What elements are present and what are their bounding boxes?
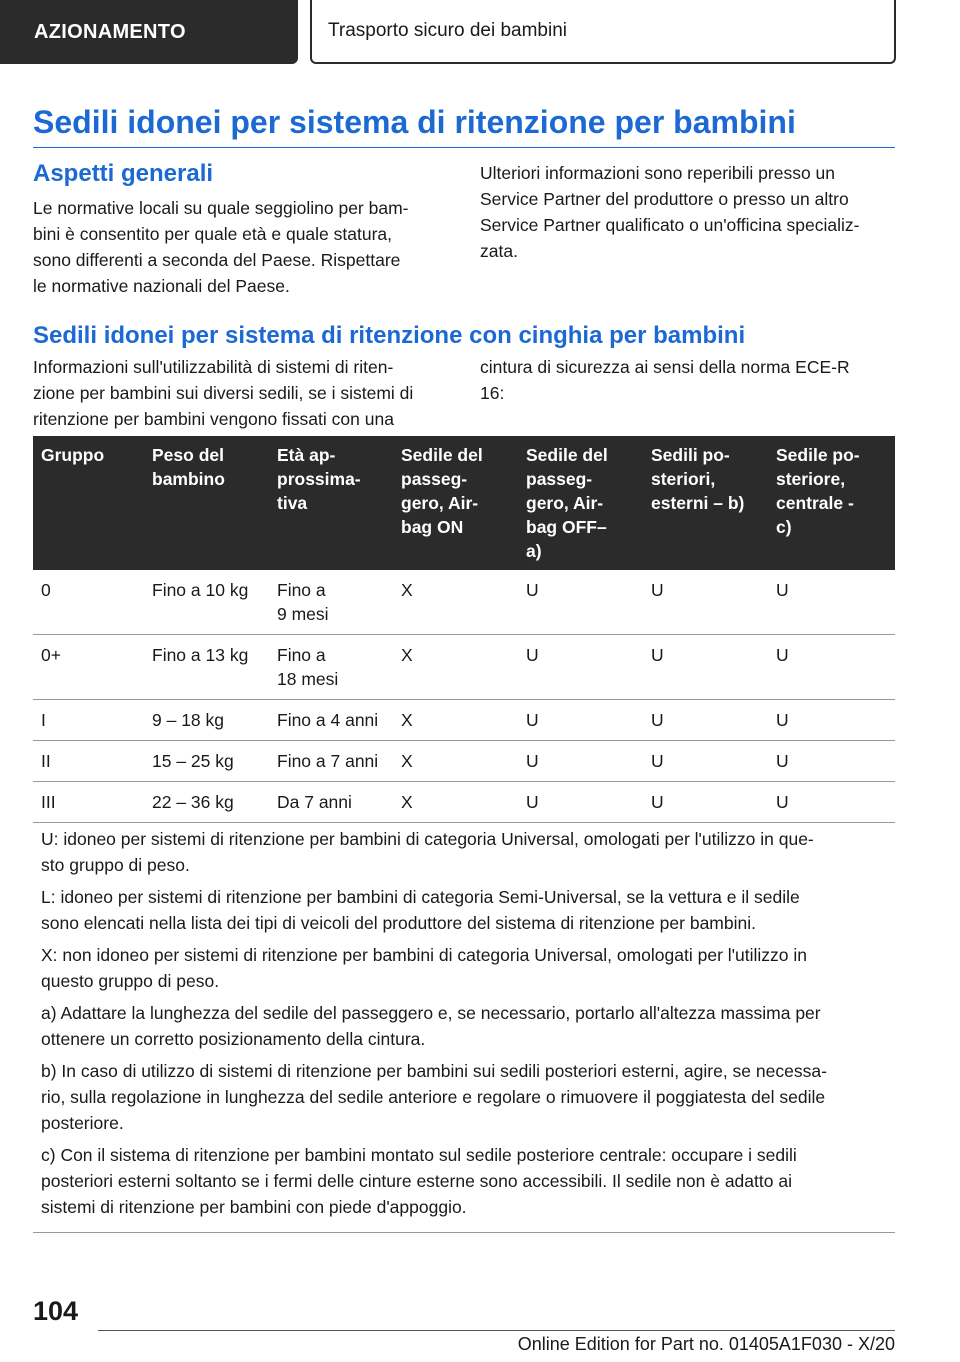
cell-airbag-off: U — [518, 700, 643, 741]
cell-group: III — [33, 782, 144, 823]
cell-age: Fino a 7 anni — [269, 741, 393, 782]
cell-airbag-off: U — [518, 741, 643, 782]
cell-weight: Fino a 10 kg — [144, 570, 269, 635]
cell-airbag-off: U — [518, 635, 643, 700]
cell-rear-center: U — [768, 570, 895, 635]
cell-airbag-on: X — [393, 741, 518, 782]
header-group: Gruppo — [33, 436, 144, 570]
section-tab — [310, 0, 896, 64]
cell-rear-center: U — [768, 782, 895, 823]
seat-suitability-table — [33, 436, 895, 823]
cell-group: 0 — [33, 570, 144, 635]
note-a: a) Adattare la lunghezza del sedile del passeggero e, se necessario, portarlo all'altezza massima per ottenere un corretto posizionamento della cintura. — [41, 1003, 821, 1049]
page-number: 104 — [33, 1296, 79, 1326]
table-row — [33, 570, 895, 635]
general-right-paragraph: Ulteriori informazioni sono reperibili presso un Service Partner del produttore o presso un altro Service Partner qualificato o un'officina specializ- zata. — [480, 163, 860, 261]
header-weight: Peso del bambino — [144, 436, 269, 570]
cell-rear-center: U — [768, 700, 895, 741]
belt-heading: Sedili idonei per sistema di ritenzione con cinghia per bambini — [33, 322, 746, 349]
cell-age: Fino a 4 anni — [269, 700, 393, 741]
cell-group: I — [33, 700, 144, 741]
cell-airbag-off: U — [518, 570, 643, 635]
table-row — [33, 741, 895, 782]
cell-airbag-on: X — [393, 700, 518, 741]
edition-text: Online Edition for Part no. 01405A1F030 - X/20 — [517, 1334, 895, 1354]
cell-age: Fino a 9 mesi — [269, 570, 393, 635]
note-b: b) In caso di utilizzo di sistemi di ritenzione per bambini sui sedili posteriori esterni, agire, se necessa- rio, sulla regolazione in lunghezza del sedile anteriore e regolare o rimuovere il poggiatesta del sedile posteriore. — [41, 1061, 827, 1133]
note-not-suitable: X: non idoneo per sistemi di ritenzione per bambini di categoria Universal, omologati per l'utilizzo in questo gruppo di peso. — [41, 945, 807, 991]
cell-rear-outer: U — [643, 782, 768, 823]
cell-rear-outer: U — [643, 635, 768, 700]
cell-weight: 15 – 25 kg — [144, 741, 269, 782]
header-passenger-airbag-on: Sedile del passeg- gero, Air- bag ON — [393, 436, 518, 570]
belt-left-paragraph: Informazioni sull'utilizzabilità di sistemi di riten- zione per bambini sui diversi sedili, se i sistemi di ritenzione per bambini vengono fissati con una — [33, 357, 414, 429]
cell-weight: Fino a 13 kg — [144, 635, 269, 700]
chapter-tab — [0, 0, 298, 64]
cell-group: 0+ — [33, 635, 144, 700]
page-title: Sedili idonei per sistema di ritenzione per bambini — [33, 104, 796, 140]
cell-weight: 22 – 36 kg — [144, 782, 269, 823]
table-notes — [33, 822, 895, 1233]
cell-airbag-off: U — [518, 782, 643, 823]
cell-group: II — [33, 741, 144, 782]
table-row — [33, 700, 895, 741]
header-passenger-airbag-off: Sedile del passeg- gero, Air- bag OFF– a) — [518, 436, 643, 570]
table-header-row — [33, 436, 895, 570]
section-title: Trasporto sicuro dei bambini — [328, 20, 568, 41]
footer-divider — [98, 1330, 895, 1331]
table-row — [33, 782, 895, 823]
header-rear-center: Sedile po- steriore, centrale - c) — [768, 436, 895, 570]
cell-rear-center: U — [768, 635, 895, 700]
header-age: Età ap- prossima- tiva — [269, 436, 393, 570]
header-rear-outer: Sedili po- steriori, esterni – b) — [643, 436, 768, 570]
chapter-title: AZIONAMENTO — [34, 20, 186, 43]
belt-right-paragraph: cintura di sicurezza ai sensi della norma ECE-R 16: — [480, 357, 850, 403]
cell-airbag-on: X — [393, 635, 518, 700]
note-universal: U: idoneo per sistemi di ritenzione per bambini di categoria Universal, omologati per l'utilizzo in que- sto gruppo di peso. — [41, 829, 814, 875]
general-left-paragraph: Le normative locali su quale seggiolino per bam- bini è consentito per quale età e quale statura, sono differenti a seconda del Paese. Rispettare le normative nazionali del Paese. — [33, 198, 409, 296]
cell-rear-center: U — [768, 741, 895, 782]
cell-rear-outer: U — [643, 570, 768, 635]
general-heading: Aspetti generali — [33, 160, 214, 187]
cell-airbag-on: X — [393, 782, 518, 823]
cell-airbag-on: X — [393, 570, 518, 635]
cell-rear-outer: U — [643, 700, 768, 741]
note-c: c) Con il sistema di ritenzione per bambini montato sul sedile posteriore centrale: occupare i sedili posteriori esterni soltanto se i fermi delle cinture esterne sono accessibili. Il sedile non è adatto ai sistemi di ritenzione per bambini con piede d'appoggio. — [41, 1145, 797, 1217]
cell-rear-outer: U — [643, 741, 768, 782]
cell-weight: 9 – 18 kg — [144, 700, 269, 741]
cell-age: Da 7 anni — [269, 782, 393, 823]
title-divider — [33, 147, 895, 148]
cell-age: Fino a 18 mesi — [269, 635, 393, 700]
table-row — [33, 635, 895, 700]
note-semi-universal: L: idoneo per sistemi di ritenzione per bambini di categoria Semi-Universal, se la vettura e il sedile sono elencati nella lista dei tipi di veicoli del produttore del sistema di ritenzione per bambini. — [41, 887, 800, 933]
